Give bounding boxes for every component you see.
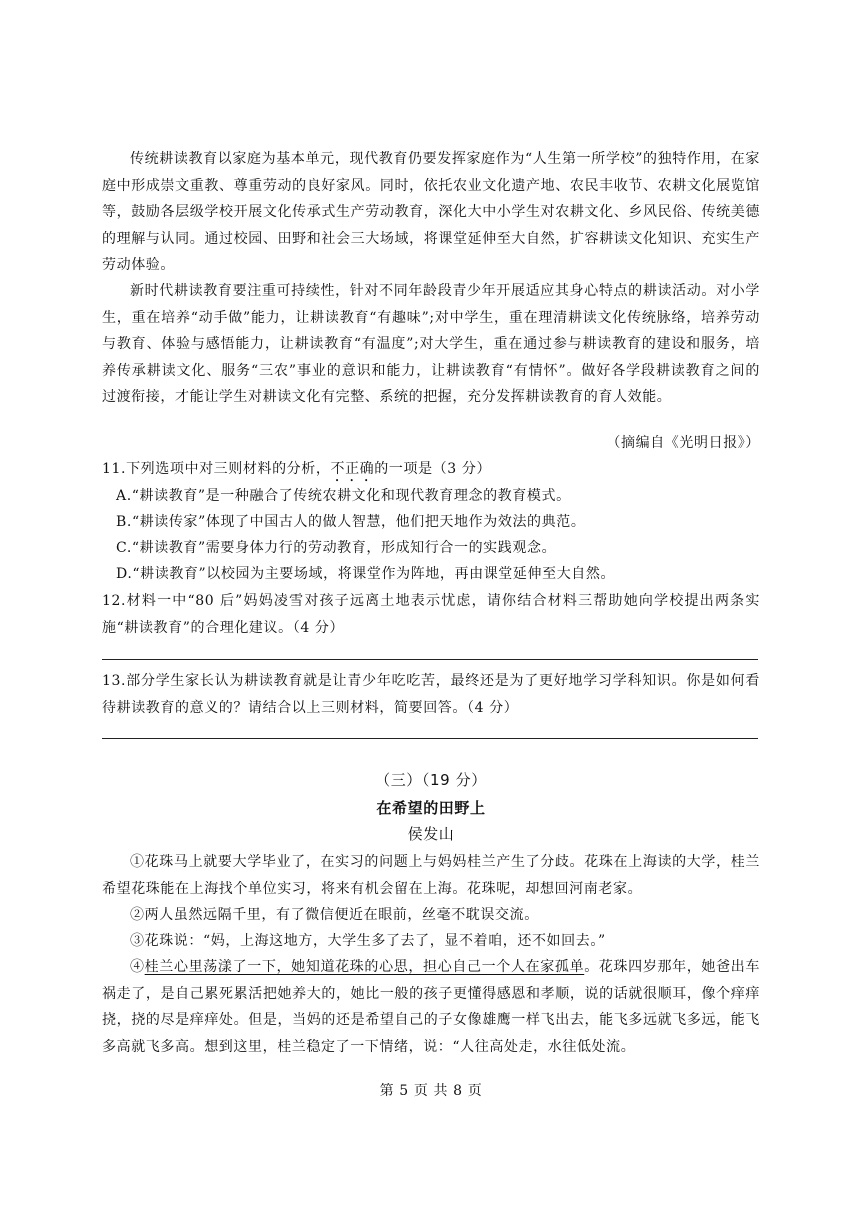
section-heading: （三）（19 分） — [375, 771, 487, 789]
story-title: 在希望的田野上 — [376, 799, 486, 817]
question-11-option-b: B.“耕读传家”体现了中国古人的做人智慧，他们把天地作为效法的典范。 — [116, 514, 586, 530]
material-source: （摘编自《光明日报》） — [606, 435, 760, 451]
question-11-option-d: D.“耕读教育”以校园为主要场域，将课堂作为阵地，再由课堂延伸至大自然。 — [116, 566, 616, 582]
story-paragraph-4-text: 。花珠四岁那年，她爸出车祸走了，是自己累死累活把她养大的，她比一般的孩子更懂得感恩和孝顺，说的话就很顺耳，像个痒痒挠，挠的尽是痒痒处。但是，当妈的还是希望自己的子女像雄鹰一样飞出去，能飞多远就飞多远，能飞多高就飞多高。想到这里，桂兰稳定了一下情绪，说：“人往高处走，水往低处流。 — [102, 959, 760, 1055]
answer-line-13 — [102, 738, 758, 739]
story-paragraph-4-number: ④ — [130, 959, 145, 975]
question-11-score: 的一项是（3 分） — [374, 461, 492, 477]
question-11-option-c: C.“耕读教育”需要身体力行的劳动教育，形成知行合一的实践观念。 — [116, 540, 557, 556]
answer-line-12 — [102, 659, 758, 660]
material-paragraph-2: 新时代耕读教育要注重可持续性，针对不同年龄段青少年开展适应其身心特点的耕读活动。对小学生，重在培养“动手做”能力，让耕读教育“有趣味”;对中学生，重在理清耕读文化传统脉络，培养劳动与教育、体验与感悟能力，让耕读教育“有温度”;对大学生，重在通过参与耕读教育的建设和服务，培养传承耕读文化、服务“三农”事业的意识和能力，让耕读教育“有情怀”。做好各学段耕读教育之间的过渡衔接，才能让学生对耕读文化有完整、系统的把握，充分发挥耕读教育的育人效能。 — [102, 283, 760, 405]
question-11-emphasis: 不正确 — [330, 461, 375, 477]
page-footer: 第 5 页 共 8 页 — [379, 1083, 483, 1099]
material-paragraph-1: 传统耕读教育以家庭为基本单元，现代教育仍要发挥家庭作为“人生第一所学校”的独特作用，在家庭中形成崇文重教、尊重劳动的良好家风。同时，依托农业文化遗产地、农民丰收节、农耕文化展览馆等，鼓励各层级学校开展文化传承式生产劳动教育，深化大中小学生对农耕文化、乡风民俗、传统美德的理解与认同。通过校园、田野和社会三大场域，将课堂延伸至大自然，扩容耕读文化知识、充实生产劳动体验。 — [102, 151, 760, 273]
question-11-option-a: A.“耕读教育”是一种融合了传统农耕文化和现代教育理念的教育模式。 — [116, 488, 571, 504]
question-11-stem: 11.下列选项中对三则材料的分析， — [102, 461, 331, 477]
question-11 — [102, 456, 760, 485]
question-12: 12.材料一中“80 后”妈妈凌雪对孩子远离土地表示忧虑，请你结合材料三帮助她向学校提出两条实施“耕读教育”的合理化建议。（4 分） — [102, 593, 760, 636]
story-paragraph-4 — [102, 954, 760, 1060]
story-underlined-sentence: 桂兰心里荡漾了一下，她知道花珠的心思，担心自己一个人在家孤单 — [144, 959, 585, 975]
story-author: 侯发山 — [407, 825, 455, 843]
story-paragraph-1: ①花珠马上就要大学毕业了，在实习的问题上与妈妈桂兰产生了分歧。花珠在上海读的大学，桂兰希望花珠能在上海找个单位实习，将来有机会留在上海。花珠呢，却想回河南老家。 — [102, 854, 760, 897]
question-13: 13.部分学生家长认为耕读教育就是让青少年吃吃苦，最终还是为了更好地学习学科知识。你是如何看待耕读教育的意义的？请结合以上三则材料，简要回答。（4 分） — [102, 673, 760, 716]
story-paragraph-3: ③花珠说：“妈，上海这地方，大学生多了去了，显不着咱，还不如回去。” — [130, 933, 606, 949]
story-paragraph-2: ②两人虽然远隔千里，有了微信便近在眼前，丝毫不耽误交流。 — [130, 907, 539, 923]
